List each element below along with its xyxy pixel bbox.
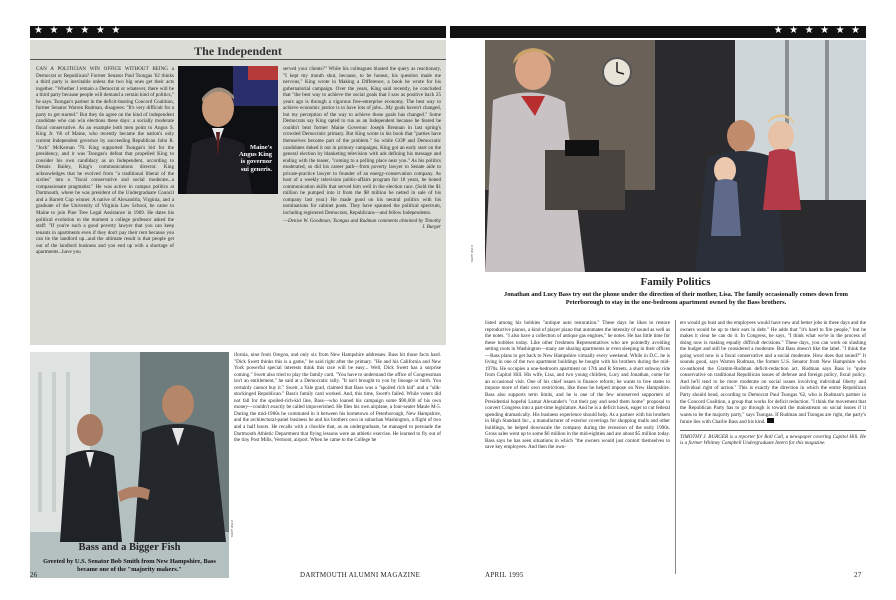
independent-column-1 [36,66,174,342]
family-politics-caption: Jonathan and Lucy Bass try out the phone under the direction of their mother, Lisa. The family occasionally comes down from Peterborough to stay in the one-bedroom apartment owned by the Bass brothers. [504,291,848,306]
right-col1-text: listed among his hobbies "antique auto restoration." These days he likes to restore reproductive pianos, a kind of player piano that automates the intensity of sound as well as the notes. "I also have a collection of antique gas engines," he notes. He has little time for these hobbies today. Like other freshmen Representatives who are pointedly avoiding setting roots in Washington—many are sharing apartments or even sleeping in their offices—Bass plans to get back to New Hampshire virtually every weekend. While in D.C. he is living in one of the two apartment buildings he bought with his brothers during the mid-1970s. He occupies a one-bedroom apartment on 17th and R Streets, a short subway ride from Capitol Hill. His wife, Lisa, and two young children, Lucy and Jonathan, come for an occasional visit. One of his chief issues is finance reform; he wants to free states to impose more of their own restrictions, like those he helped impose on New Hampshire. Bass also supports term limits, and he is one of the few unreserved supporters of Presidential hopeful Lamar Alexander's "cut their pay and send them home" proposal to convert Congress into a part-time legislature. And he is a deficit hawk, eager to cut federal spending dramatically. His business experience should help. As a partner with his brothers in High Standard Inc., a manufacturer of exterior coverings for shopping malls and other buildings, he helped downscale the company during the recession of the early 1990s. Gross sales went up to some $6 million in the mid-eighties and are about $5 million today. Bass says he has seen situations in which "the owners would just contort themselves to save key employees. And then the own- [485,320,670,451]
portrait-illustration [178,66,278,194]
end-mark-icon [767,418,774,423]
caption-line: Angus King [238,151,272,159]
bass-smith-photo [30,352,229,578]
angus-king-photo [178,66,278,194]
bass-section-title: Bass and a Bigger Fish [78,542,181,553]
author-bio: TIMOTHY J. BURGER is a reporter for Roll Call, a newspaper covering Capitol Hill. He is a former Whitney Campbell Undergraduate Intern for this magazine. [680,430,866,447]
top-banner-left [30,26,446,38]
photo-credit-family: JOSE AZEL [470,245,474,263]
photo-credit-bass: JOSE AZEL [230,520,234,538]
right-col2-text: ers would go bust and the employees would have new and better jobs in three days and the owners would be up to their ears in debt." He adds that "it's hard to fire people," but he makes it clear he can do it. In Congress, he says, "I think what we're in the process of doing now is making equally difficult decisions." These days, you can work on slashing the budget and still be considered a moderate. But Bass doesn't like the label. "I think the going word now is a fiscal conservative and a social moderate. How does that sound?" It sounds good, says Warren Rudman, the former U.S. Senator from New Hampshire who co-authored the Gramm-Rudman deficit-reduction act. Rudman says Bass is "quite conservative on traditional Republican issues of defense and foreign policy, fiscal policy. And he'll tend to be more moderate on social issues involving individual liberty and individual right of action." This is exactly the direction in which the entire Republican Party should head, according to Democrat Paul Tsongas '62, who is Rudman's partner in the Concord Coalition, a group that works for deficit reduction. "I think the movement that the Republican Party has to go through is toward the mainstream on social issues if it wants to be the majority party," says Tsongas. If Rudman and Tsongas are right, the party's future lies with Charlie Bass and his kind. [680,320,866,426]
page-number-right: 27 [854,571,862,579]
independent-column-2 [283,66,441,342]
independent-col2-text: served your clients?" While his colleagues blasted the query as reactionary, "I kept my mouth shut, because, to be honest, his question made me nervous," King wrote in Making a Difference, a book he wrote for his gubernatorial campaign. Over the years, King said recently, he concluded that "the best way to achieve the social goals that I saw as positive back 25 years ago is through a vigorous free-enterprise economy. The best way to achieve economic justice is to have lots of jobs....My goals haven't changed, but my perception of the way to achieve those goals has changed." Some Democrats say King opted to run as an Independent because he feared he couldn't beat former Maine Governor Joseph Brennan in last spring's crowded Democratic primary. But King wrote in his book that "parties have themselves become part of the problem." So while GOP and Democratic candidates duked it out in primary campaigns, King got an early start on the general election by blanketing television with ads defining his message and ending with the teaser, "coming to a polling place near you." As his politics moderated, so did his career path—from poverty lawyer to Senate aide to private-practice lawyer to founder of an energy-conservation company. As host of a weekly television public-affairs program for 18 years, he honed communication skills that served him well in the election race. (Sold the $1 million he pumped into it from the $8 million he netted in sale of his company last year.) He made good on his neutral politics with his nominations for cabinet posts. They have spanned the political spectrum, including registered Democrats, Republicans—and fellow Independents. [283,66,441,217]
independent-title: The Independent [194,44,282,58]
family-politics-photo [485,40,866,272]
right-column-2 [680,320,866,578]
right-column-1 [485,320,670,578]
caption-line: Maine's [249,144,272,151]
family-politics-title: Family Politics [640,276,711,288]
bass-middle-text: ifornia, nine from Oregon, and only six from New Hampshire addresses. Bass hit those facts hard. "Dick Swett thinks this is a game," he said right after the primary. "He and his California and New York powerful special interests think this race will be easy... Well, Dick Swett has a surprise coming." Swett also tried to play the family card. "You have to understand the office of Congressman isn't an entitlement," he said at a Democratic rally. "It isn't brought to you by lineage or birth. You certainly cannot buy it." Swett, a Yale grad, claimed that Bass was a "spoiled rich kid" and a "silk-stockinged Republican." Bass's family card worked. And, this time, Swett's failed. While voters did not fall for the spoiled-rich-kid line, Bass—who loaned his campaign some $90,000 of his own money—couldn't exactly be called impoverished. He flies his own airplane, a four-seater Maule M-5. During the mid-1980s he commuted in it between his hometown of Peterborough, New Hampshire, and the architectural-panel business he and his brothers own in suburban Washington, a flight of two and a half hours. He recalls with a chuckle that, as an undergraduate, he managed to persuade the Dartmouth Athletic Department that flying lessons were an athletic exercise. He learned to fly out of the tiny Post Mills, Vermont, airport. When he came to the College he [234,352,441,444]
page-number-left: 26 [30,571,38,579]
top-banner-right [450,26,866,38]
magazine-name: DARTMOUTH ALUMNI MAGAZINE [300,571,421,579]
bass-middle-column [234,352,441,578]
bass-smith-caption: Greeted by U.S. Senator Bob Smith from New Hampshire, Bass became one of the "majority makers." [43,558,216,573]
star-icon-group: ★ ★ ★ ★ ★ ★ [773,25,862,36]
star-icon-group: ★ ★ ★ ★ ★ ★ [34,25,123,36]
king-photo-caption [239,144,272,173]
independent-col1-text: CAN A POLITICIAN WIN OFFICE WITHOUT BEING a Democrat or Republican? Former Senator Paul Tsongas '62 thinks a third party is inevitable unless the two big ones get their acts together. "Whether I remain a Democrat or whatever, there will be a third party because people will demand a certain kind of politics," he says. Tsongas's partner in the deficit-busting Concord Coalition, former Senator Warren Rudman, disagrees: "It's very difficult for a party to get started." But they do agree on the kind of independent candidate who can win elections these days: a socially moderate fiscal conservative. As an example both men point to Angus S. King Jr. '66 of Maine, who recently became the nation's only current Independent governor by succeeding Republican John R. "Jock" McKernan '70. King supported Tsongas's bid for the presidency, and it was Tsongas's defeat that propelled King to consider his own candidacy as an Independent, according to Dennis Bailey, King's communications director. King acknowledges that he evolved from "a traditional liberal of the sixties" into a "fiscal conservative and social moderate...a compassionate pragmatist." He was active in campus politics at Dartmouth, where he was president of the Undergraduate Council and a Barrett Cup winner. A native of Alexandria, Virginia, and a graduate of the University of Virginia Law School, he came to Maine to join Pine Tree Legal Assistance in 1969. He dates his political evolution to the moment a college professor asked the staff: "If you're such a good poverty lawyer that you can keep tenants in apartments even if they don't pay their rent because you can tie the landlord up...and the ultimate result is that people get out of the landlord business and you end up with a shortage of apartments...have you [36,66,174,256]
caption-line: is governor [240,158,272,166]
column-divider [675,320,676,574]
issue-date: APRIL 1995 [485,571,524,579]
attribution: —Denise W. Goodman; Tsongas and Rudman comments obtained by Timothy J. Burger [283,217,441,231]
caption-line: sui generis. [240,165,272,173]
family-illustration [485,40,866,272]
